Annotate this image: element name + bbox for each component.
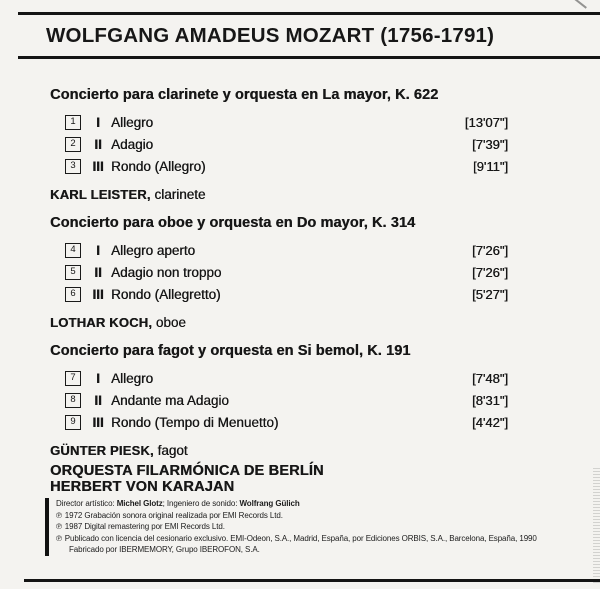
track-row (50, 111, 508, 133)
orchestra-name: ORQUESTA FILARMÓNICA DE BERLÍN (50, 463, 324, 479)
track-number-box: 2 (65, 137, 81, 152)
track-title: Allegro (111, 114, 154, 130)
track-duration: [13'07"] (464, 114, 508, 130)
track-number-box: 8 (65, 393, 81, 408)
track-row (50, 283, 508, 305)
credit-text: 1972 Grabación sonora original realizada por EMI Records Ltd. (64, 510, 283, 520)
sound-engineer-name: Wolfrang Gülich (239, 499, 300, 508)
track-number-box: 9 (65, 415, 81, 430)
track-number-box: 4 (65, 243, 81, 258)
track-duration: [7'26"] (471, 264, 508, 280)
soloist-line (50, 315, 508, 330)
phonogram-icon: ℗ (56, 510, 62, 520)
track-title: Allegro aperto (111, 242, 196, 258)
movement-numeral: III (92, 286, 104, 302)
track-title: Rondo (Tempo di Menuetto) (111, 414, 279, 430)
credit-line-staff (56, 498, 600, 510)
track-number-box: 3 (65, 159, 81, 174)
credit-text: 1987 Digital remastering por EMI Records Ltd. (64, 522, 225, 532)
movement-numeral: II (94, 136, 102, 152)
track-title: Rondo (Allegretto) (111, 286, 221, 302)
track-duration: [9'11"] (472, 158, 508, 174)
track-number-box: 6 (65, 287, 81, 302)
credit-text: Fabricado por IBERMEMORY, Grupo IBEROFON, S.A. (69, 545, 260, 555)
track-duration: [4'42"] (471, 414, 508, 430)
phonogram-icon: ℗ (56, 533, 62, 543)
movement-numeral: II (94, 392, 102, 408)
concerto-section-oboe (50, 215, 508, 330)
movement-numeral: I (96, 242, 100, 258)
concerto-heading: Concierto para oboe y orquesta en Do mayor, K. 314 (50, 215, 416, 231)
track-duration: [8'31"] (471, 392, 508, 408)
track-title: Adagio (111, 136, 154, 152)
track-list (50, 367, 508, 433)
concerto-heading: Concierto para fagot y orquesta en Si bemol, K. 191 (50, 343, 411, 359)
soloist-instrument: fagot (153, 443, 188, 458)
phonogram-icon: ℗ (56, 522, 62, 532)
soloist-name: LOTHAR KOCH, (50, 315, 153, 330)
concerto-section-bassoon (50, 343, 508, 458)
scan-noise (593, 468, 600, 583)
credit-line-1987 (56, 521, 600, 533)
movement-numeral: II (94, 264, 102, 280)
track-number-box: 1 (65, 115, 81, 130)
artistic-director-label: Director artístico: (56, 499, 117, 508)
concerto-section-clarinet (50, 87, 508, 202)
header-top-rule (18, 12, 600, 15)
soloist-instrument: oboe (152, 315, 186, 330)
track-duration: [5'27"] (471, 286, 508, 302)
bottom-rule (24, 579, 600, 582)
soloist-line (50, 187, 508, 202)
track-title: Rondo (Allegro) (111, 158, 206, 174)
soloist-instrument: clarinete (150, 187, 206, 202)
track-row (50, 367, 508, 389)
track-number-box: 5 (65, 265, 81, 280)
track-row (50, 155, 508, 177)
movement-numeral: III (92, 414, 104, 430)
artistic-director-name: Michel Glotz (116, 499, 163, 508)
track-number-box: 7 (65, 371, 81, 386)
track-duration: [7'39"] (471, 136, 508, 152)
track-row (50, 411, 508, 433)
credit-line-license (56, 533, 600, 545)
header-bottom-rule (18, 56, 600, 59)
track-list (50, 111, 508, 177)
credits-block (45, 498, 600, 556)
credit-line-1972 (56, 510, 600, 522)
soloist-line (50, 443, 508, 458)
track-duration: [7'26"] (471, 242, 508, 258)
track-duration: [7'48"] (471, 370, 508, 386)
track-list (50, 239, 508, 305)
ensemble-block (50, 463, 324, 495)
conductor-name: HERBERT VON KARAJAN (50, 479, 235, 495)
scan-artifact (573, 0, 587, 9)
soloist-name: GÜNTER PIESK, (50, 443, 154, 458)
track-row (50, 133, 508, 155)
sound-engineer-label: ; Ingeniero de sonido: (162, 499, 240, 508)
soloist-name: KARL LEISTER, (50, 187, 151, 202)
track-row (50, 261, 508, 283)
track-row (50, 389, 508, 411)
credit-text: Publicado con licencia del cesionario exclusivo. EMI-Odeon, S.A., Madrid, España, por Ediciones ORBIS, S.A., Barcelona, España, 1990 (64, 533, 537, 543)
track-row (50, 239, 508, 261)
concerto-heading: Concierto para clarinete y orquesta en La mayor, K. 622 (50, 87, 439, 103)
track-title: Allegro (111, 370, 154, 386)
track-title: Adagio non troppo (111, 264, 222, 280)
movement-numeral: I (96, 114, 100, 130)
movement-numeral: I (96, 370, 100, 386)
album-title: WOLFGANG AMADEUS MOZART (1756-1791) (46, 24, 495, 47)
track-title: Andante ma Adagio (111, 392, 229, 408)
movement-numeral: III (92, 158, 104, 174)
credit-line-fabricado (56, 544, 600, 556)
track-listing (50, 87, 508, 458)
